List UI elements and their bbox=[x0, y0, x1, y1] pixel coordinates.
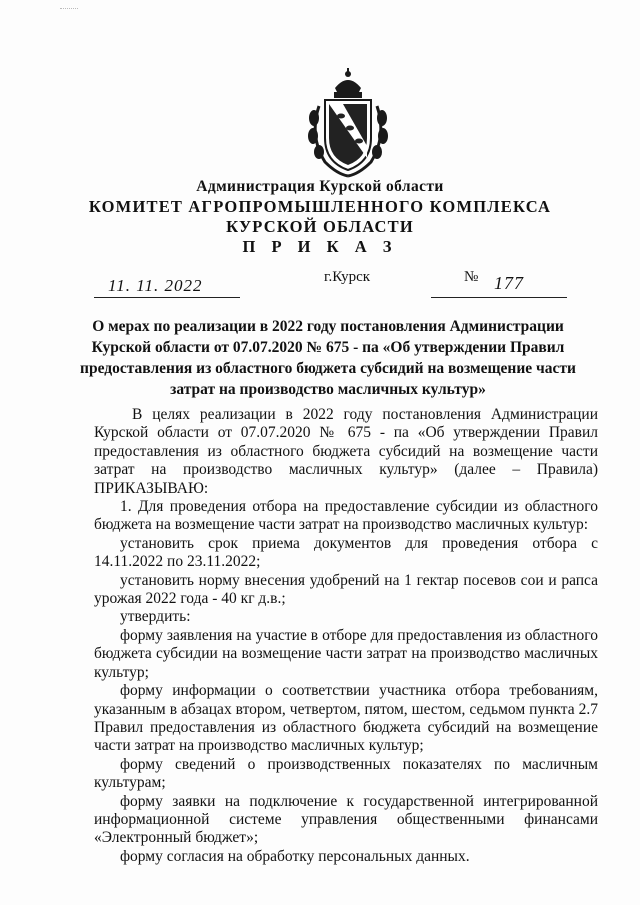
scan-speck bbox=[60, 8, 78, 11]
paragraph-application-form: форму заявления на участие в отборе для предоставления из областного бюджета субсидии на возмещение части затрат на производство масличных культур; bbox=[94, 626, 598, 681]
order-city: г.Курск bbox=[324, 269, 371, 285]
date-underline bbox=[94, 297, 240, 298]
paragraph-fertilizer-norm: установить норму внесения удобрений на 1 гектар посевов сои и рапса урожая 2022 года - 40 кг д.в.; bbox=[94, 571, 598, 608]
paragraph-ebudget-form: форму заявки на подключение к государственной интегрированной информационной системе управления общественными финансами «Электронный бюджет»; bbox=[94, 792, 598, 847]
order-title: О мерах по реализации в 2022 году постановления Администрации Курской области от 07.07.2020 № 675 - па «Об утверждении Правил предоставления из областного бюджета субсидий на возмещение части затрат на производство масличных культур» bbox=[80, 318, 576, 398]
paragraph-item-1: 1. Для проведения отбора на предоставление субсидии из областного бюджета на возмещение части затрат на производство масличных культур: bbox=[94, 498, 598, 534]
order-body bbox=[94, 406, 598, 866]
header-administration: Администрация Курской области bbox=[196, 178, 444, 195]
header-region: КУРСКОЙ ОБЛАСТИ bbox=[226, 217, 414, 236]
paragraph-deadline: установить срок приема документов для проведения отбора с 14.11.2022 по 23.11.2022; bbox=[94, 534, 598, 571]
paragraph-consent-form: форму согласия на обработку персональных данных. bbox=[120, 847, 470, 865]
number-underline bbox=[431, 297, 567, 298]
order-date: 11. 11. 2022 bbox=[108, 276, 203, 295]
order-number: 177 bbox=[494, 273, 524, 293]
header-committee: КОМИТЕТ АГРОПРОМЫШЛЕННОГО КОМПЛЕКСА bbox=[88, 197, 552, 216]
paragraph-compliance-form: форму информации о соответствии участника отбора требованиям, указанным в абзацах втором, четвертом, пятом, шестом, седьмом пункта 2.7 Правил предоставления из областного бюджета субсидий на возмещение части затрат на производство масличных культур; bbox=[94, 682, 598, 755]
header-order: П Р И К А З bbox=[242, 237, 398, 256]
kursk-coat-of-arms-icon bbox=[303, 66, 393, 178]
paragraph-production-form: форму сведений о производственных показателях по масличным культурам; bbox=[94, 755, 598, 792]
paragraph-preamble: В целях реализации в 2022 году постановления Администрации Курской области от 07.07.2020 № 675 - па «Об утверждении Правил предоставления из областного бюджета субсидий на возмещение части затрат на производство масличных культур» (далее – Правила) ПРИКАЗЫВАЮ: bbox=[94, 406, 598, 497]
order-number-label: № bbox=[464, 269, 479, 285]
paragraph-approve: утвердить: bbox=[120, 608, 191, 626]
